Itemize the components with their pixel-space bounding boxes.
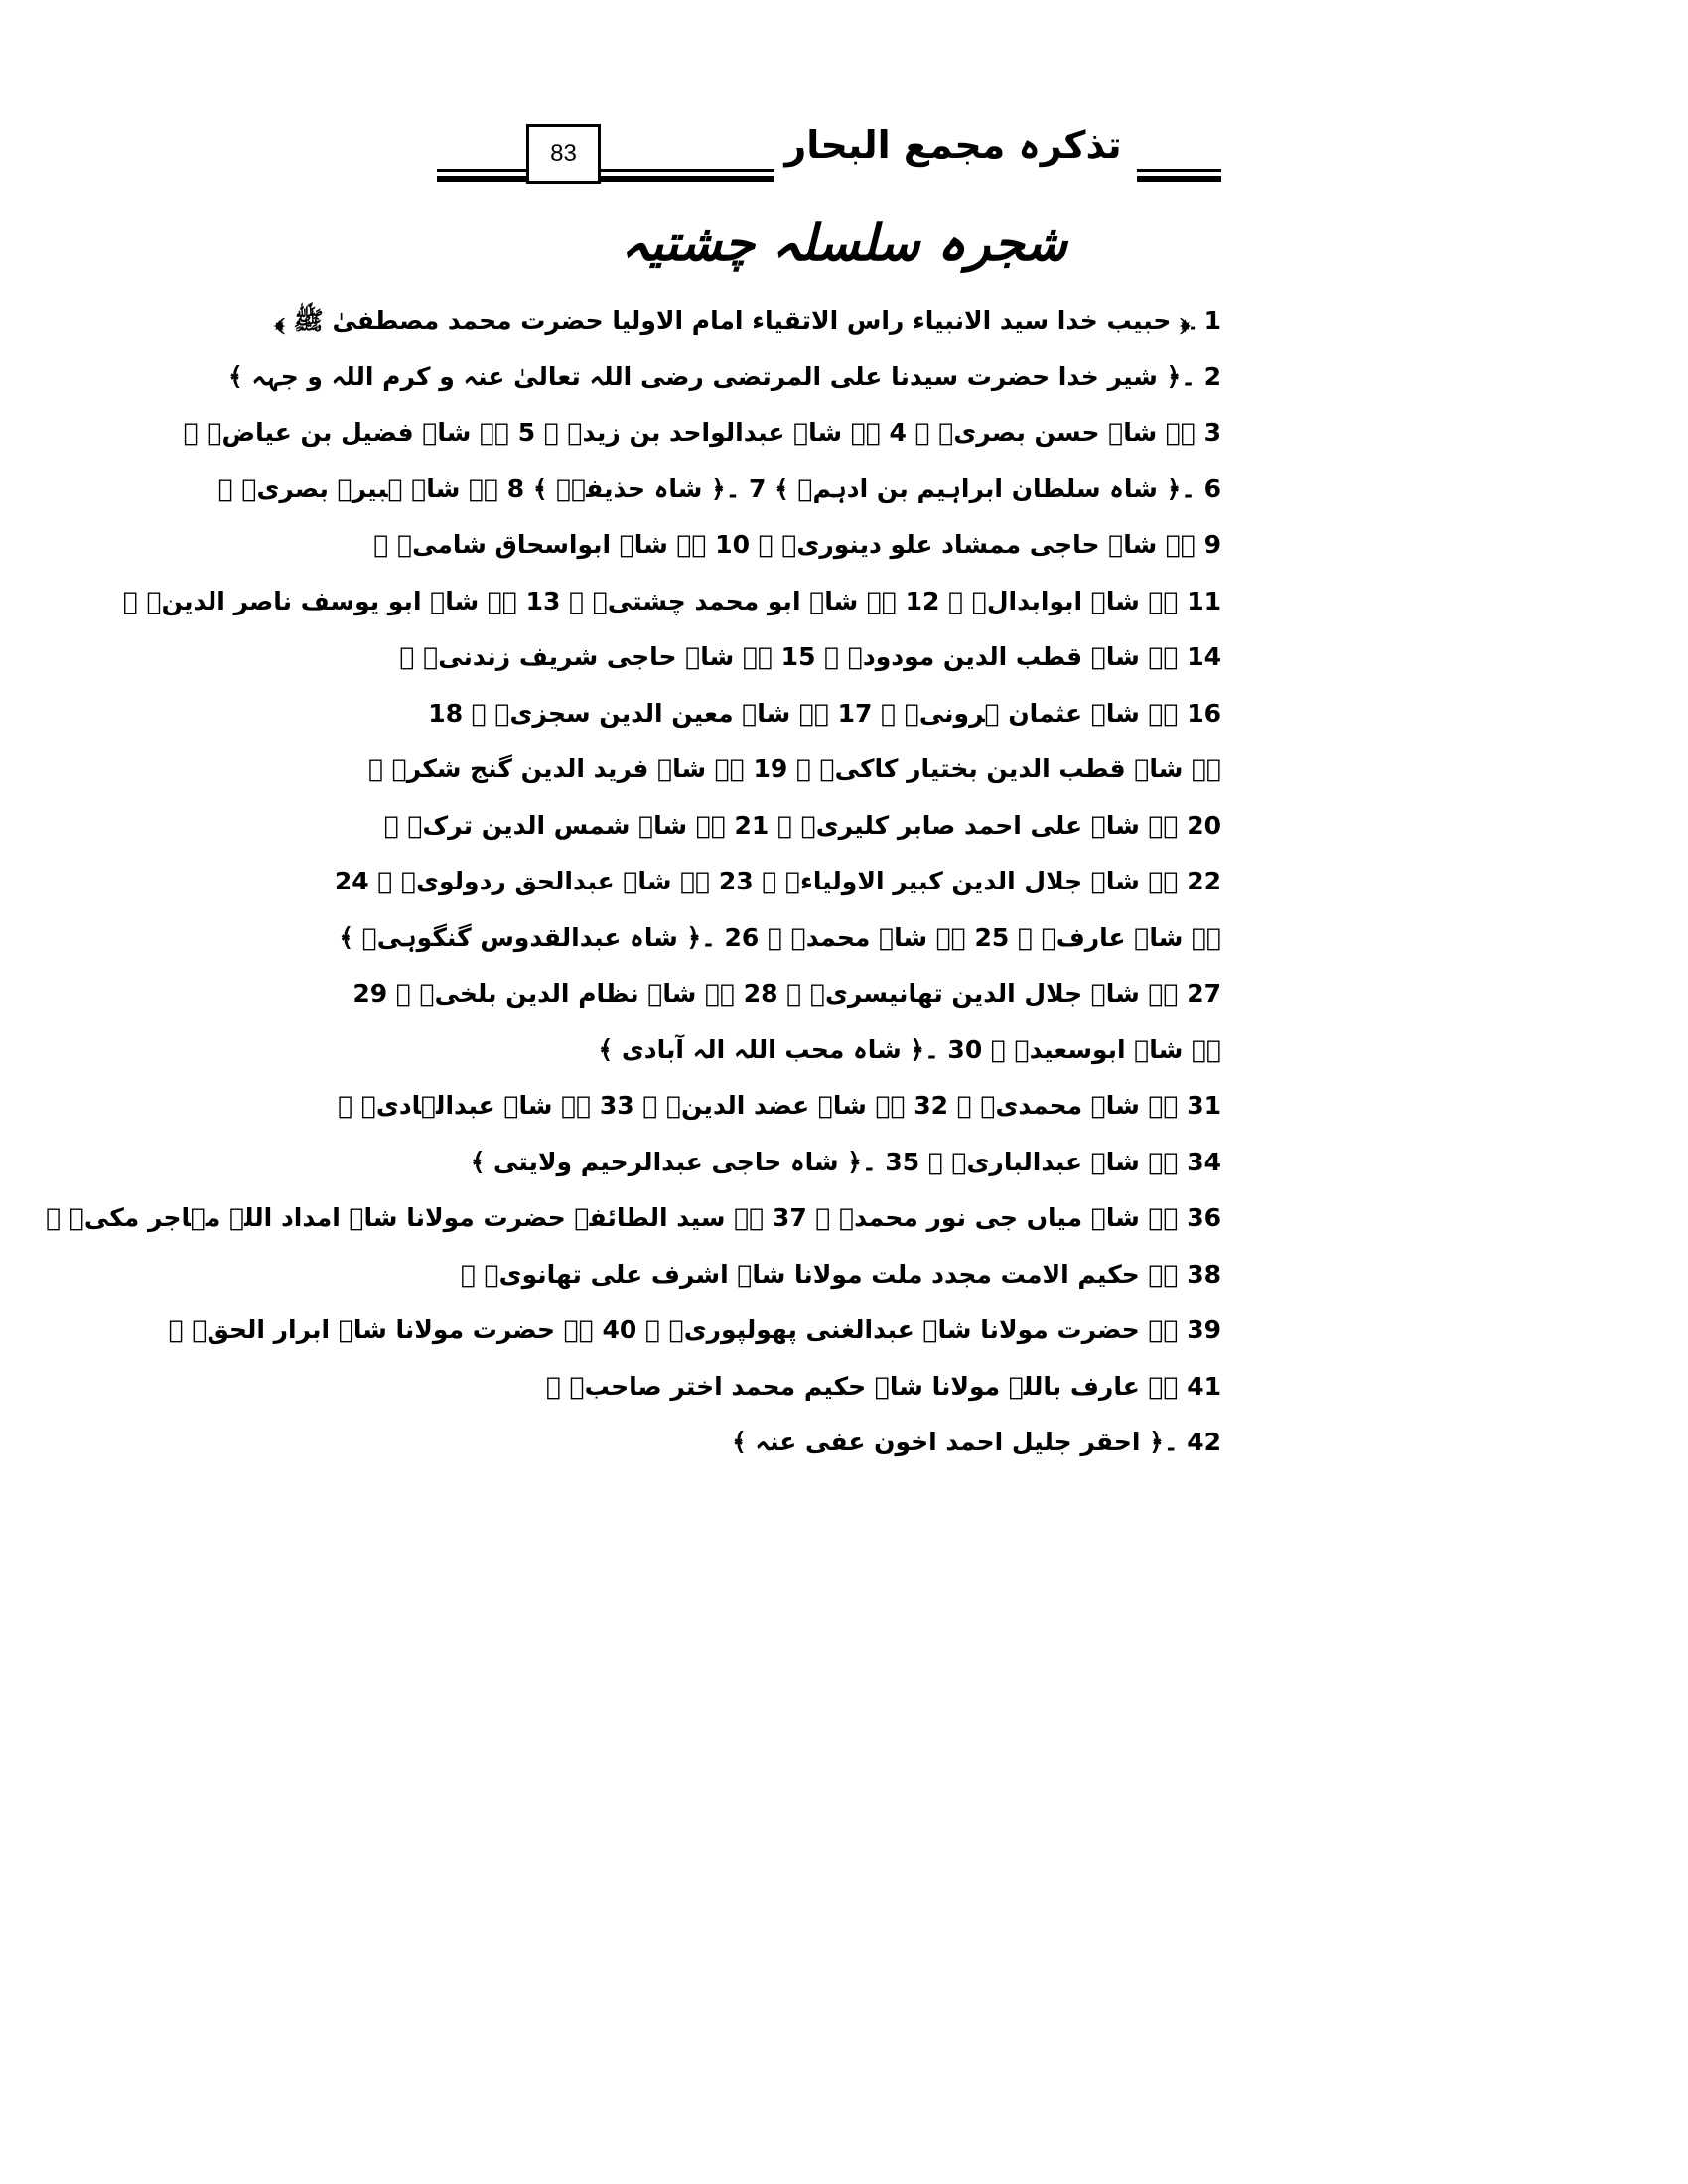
header-rule-left: [437, 169, 526, 183]
header-rule-right: [1137, 169, 1221, 183]
lineage-line-12: ۔﴿ شاہ عارفؒ ﴾ 25 ۔﴿ شاہ محمدؒ ﴾ 26 ۔﴿ شاہ عبدالقدوس گنگوہیؒ ﴾: [339, 922, 1221, 952]
lineage-line-8: 16 ۔﴿ شاہ عثمان ہرونیؒ ﴾ 17 ۔﴿ شاہ معین الدین سجزیؒ ﴾ 18: [428, 698, 1221, 728]
lineage-line-9: ۔﴿ شاہ قطب الدین بختیار کاکیؒ ﴾ 19 ۔﴿ شاہ فرید الدین گنج شکرؒ ﴾: [368, 754, 1221, 783]
lineage-line-5: 9 ۔﴿ شاہ حاجی ممشاد علو دینوریؒ ﴾ 10 ۔﴿ شاہ ابواسحاق شامیؒ ﴾: [373, 530, 1221, 559]
lineage-line-6: 11 ۔﴿ شاہ ابوابدالؒ ﴾ 12 ۔﴿ شاہ ابو محمد چشتیؒ ﴾ 13 ۔﴿ شاہ ابو یوسف ناصر الدینؒ ﴾: [122, 586, 1221, 615]
lineage-line-13: 27 ۔﴿ شاہ جلال الدین تھانیسریؒ ﴾ 28 ۔﴿ شاہ نظام الدین بلخیؒ ﴾ 29: [352, 979, 1221, 1008]
page-number: 83: [526, 124, 601, 184]
lineage-line-21: 42 ۔﴿ احقر جلیل احمد اخون عفی عنہ ﴾: [732, 1428, 1221, 1456]
lineage-line-10: 20 ۔﴿ شاہ علی احمد صابر کلیریؒ ﴾ 21 ۔﴿ شاہ شمس الدین ترکؒ ﴾: [383, 810, 1221, 840]
lineage-line-7: 14 ۔﴿ شاہ قطب الدین مودودؒ ﴾ 15 ۔﴿ شاہ حاجی شریف زندنیؒ ﴾: [399, 642, 1221, 671]
lineage-line-14: ۔﴿ شاہ ابوسعیدؒ ﴾ 30 ۔﴿ شاہ محب اللہ الہ آبادی ﴾: [598, 1034, 1221, 1064]
lineage-list: [46, 293, 1221, 1471]
lineage-line-1: 1 ۔﴿ حبیب خدا سید الانبیاء راس الاتقیاء امام الاولیا حضرت محمد مصطفیٰ ﷺ ﴾: [274, 306, 1221, 335]
lineage-line-19: 39 ۔﴿ حضرت مولانا شاہ عبدالغنی پھولپوریؒ ﴾ 40 ۔﴿ حضرت مولانا شاہ ابرار الحقؒ ﴾: [168, 1315, 1221, 1344]
lineage-line-11: 22 ۔﴿ شاہ جلال الدین کبیر الاولیاءؒ ﴾ 23 ۔﴿ شاہ عبدالحق ردولویؒ ﴾ 24: [334, 867, 1221, 895]
lineage-line-15: 31 ۔﴿ شاہ محمدیؒ ﴾ 32 ۔﴿ شاہ عضد الدینؒ ﴾ 33 ۔﴿ شاہ عبدالہادیؒ ﴾: [338, 1091, 1221, 1120]
header-rule-middle: [601, 169, 774, 183]
book-title: تذکرہ مجمع البحار: [784, 123, 1122, 167]
lineage-line-4: 6 ۔﴿ شاہ سلطان ابراہیم بن ادہمؒ ﴾ 7 ۔﴿ شاہ حذیفہؒ ﴾ 8 ۔﴿ شاہ ہبیرہ بصریؒ ﴾: [217, 474, 1221, 503]
lineage-line-20: 41 ۔﴿ عارف باللہ مولانا شاہ حکیم محمد اختر صاحبؒ ﴾: [545, 1371, 1221, 1401]
lineage-line-2: 2 ۔﴿ شیر خدا حضرت سیدنا علی المرتضی رضی اللہ تعالیٰ عنہ و کرم اللہ و جہہ ﴾: [228, 361, 1221, 391]
lineage-line-3: 3 ۔﴿ شاہ حسن بصریؒ ﴾ 4 ۔﴿ شاہ عبدالواحد بن زیدؒ ﴾ 5 ۔﴿ شاہ فضیل بن عیاضؒ ﴾: [183, 418, 1221, 447]
lineage-line-18: 38 ۔﴿ حکیم الامت مجدد ملت مولانا شاہ اشرف علی تھانویؒ ﴾: [460, 1259, 1221, 1289]
lineage-line-16: 34 ۔﴿ شاہ عبدالباریؒ ﴾ 35 ۔﴿ شاہ حاجی عبدالرحیم ولایتی ﴾: [470, 1147, 1221, 1176]
page-header: [437, 109, 1231, 199]
section-heading: شجرہ سلسلہ چشتیہ: [621, 213, 1067, 272]
lineage-line-17: 36 ۔﴿ شاہ میاں جی نور محمدؒ ﴾ 37 ۔﴿ سید الطائفہ حضرت مولانا شاہ امداد اللہ مہاجر مکیؒ ﴾: [46, 1203, 1221, 1232]
